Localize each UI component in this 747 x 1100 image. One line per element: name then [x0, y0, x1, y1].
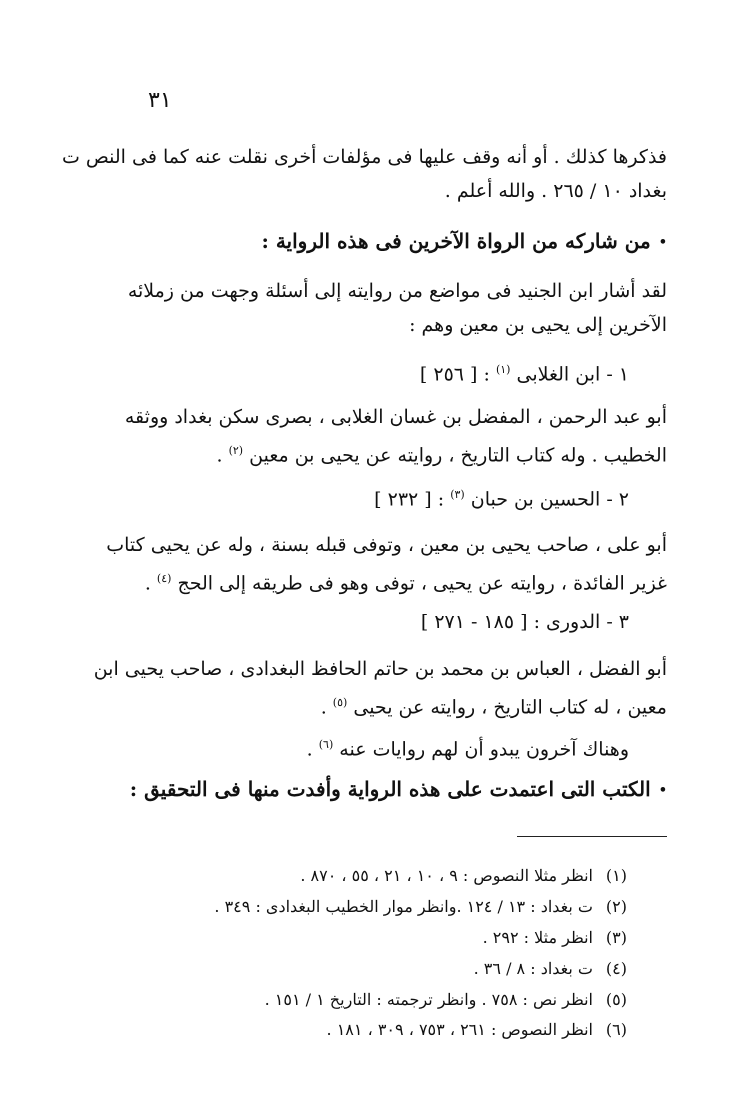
- narrator-3-bio-line-1: أبو الفضل ، العباس بن محمد بن حاتم الحافظ البغدادى ، صاحب يحيى ابن: [93, 658, 667, 680]
- para1-line-1: لقد أشار ابن الجنيد فى مواضع من روايته إلى أسئلة وجهت من زملائه: [127, 280, 667, 302]
- footnote-text: انظر نص : ٧٥٨ . وانظر ترجمته : التاريخ ١ / ١٥١ .: [264, 990, 593, 1009]
- footnote-5: [80, 986, 627, 1014]
- footnote-4: [80, 955, 627, 983]
- footnote-ref-6: (٦): [318, 738, 334, 751]
- footnote-text: انظر مثلا : ٢٩٢ .: [482, 928, 593, 947]
- narrator-1-bio-tail: .: [216, 444, 223, 467]
- narrator-1-bio-text: الخطيب . وله كتاب التاريخ ، روايته عن يحيى بن معين: [249, 444, 667, 467]
- footnote-text: ت بغداد : ١٣ / ١٢٤ .وانظر موار الخطيب البغدادى : ٣٤٩ .: [214, 897, 593, 916]
- narrator-2-bio-text: غزير الفائدة ، روايته عن يحيى ، توفى وهو فى طريقه إلى الحج: [177, 572, 667, 595]
- narrator-1-range: : [ ٢٥٦ ]: [419, 363, 490, 386]
- section-heading-narrators: [80, 226, 667, 258]
- narrator-1-bio-line-1: أبو عبد الرحمن ، المفضل بن غسان الغلابى ، بصرى سكن بغداد ووثقه: [124, 406, 667, 428]
- bullet-icon: •: [658, 234, 667, 250]
- bullet-icon: •: [658, 782, 667, 798]
- footnote-ref-1: (١): [495, 363, 511, 376]
- narrator-2-bio-tail: .: [144, 572, 151, 595]
- section-heading-text: من شاركه من الرواة الآخرين فى هذه الرواية :: [261, 229, 651, 253]
- footnote-text: ت بغداد : ٨ / ٣٦ .: [473, 959, 593, 978]
- footnote-number: (٥): [605, 990, 627, 1009]
- narrator-2-bio-line-1: أبو على ، صاحب يحيى بن معين ، وتوفى قبله بسنة ، وله عن يحيى كتاب: [106, 534, 667, 556]
- footnote-ref-3: (٣): [450, 488, 465, 501]
- intro-line-1: فذكرها كذلك . أو أنه وقف عليها فى مؤلفات أخرى نقلت عنه كما فى النص ت: [61, 146, 667, 168]
- footnote-number: (٣): [605, 928, 627, 947]
- others-tail: .: [306, 738, 313, 761]
- narrator-2-title: [80, 480, 629, 514]
- narrator-3-bio-tail: .: [320, 696, 327, 719]
- footnote-text: انظر النصوص : ٢٦١ ، ٧٥٣ ، ٣٠٩ ، ١٨١ .: [326, 1020, 593, 1039]
- footnote-divider: [517, 836, 667, 837]
- section-heading-books: [80, 774, 667, 806]
- intro-line-2: بغداد ١٠ / ٢٦٥ . والله أعلم .: [444, 180, 667, 202]
- narrator-1-name: ١ - ابن الغلابى: [516, 363, 629, 386]
- others-text: وهناك آخرون يبدو أن لهم روايات عنه: [339, 738, 629, 761]
- footnote-1: [80, 862, 627, 890]
- footnote-text: انظر مثلا النصوص : ٩ ، ١٠ ، ٢١ ، ٥٥ ، ٨٧٠ .: [300, 866, 593, 885]
- narrator-2-range: : [ ٢٣٢ ]: [374, 488, 445, 511]
- footnote-number: (١): [605, 866, 627, 885]
- narrator-1-bio-line-2: [80, 436, 667, 470]
- footnote-number: (٢): [605, 897, 627, 916]
- narrator-3-bio-line-2: [80, 688, 667, 722]
- para1-line-2: الآخرين إلى يحيى بن معين وهم :: [409, 314, 667, 336]
- footnote-6: [80, 1016, 627, 1044]
- others-line: [80, 730, 629, 764]
- footnote-ref-5: (٥): [332, 696, 348, 709]
- narrator-1-title: [80, 355, 629, 389]
- narrator-2-bio-line-2: [80, 564, 667, 598]
- page-number: ٣١: [148, 88, 172, 113]
- section-heading-text: الكتب التى اعتمدت على هذه الرواية وأفدت منها فى التحقيق :: [129, 777, 651, 801]
- footnote-number: (٤): [605, 959, 627, 978]
- footnote-2: [80, 893, 627, 921]
- footnote-ref-4: (٤): [156, 572, 172, 585]
- footnote-number: (٦): [605, 1020, 627, 1039]
- narrator-2-name: ٢ - الحسين بن حبان: [470, 488, 629, 511]
- narrator-3-bio-text: معين ، له كتاب التاريخ ، روايته عن يحيى: [353, 696, 667, 719]
- footnote-ref-2: (٢): [228, 444, 244, 457]
- narrator-3-title: ٣ - الدورى : [ ١٨٥ - ٢٧١ ]: [420, 611, 629, 633]
- footnote-3: [80, 924, 627, 952]
